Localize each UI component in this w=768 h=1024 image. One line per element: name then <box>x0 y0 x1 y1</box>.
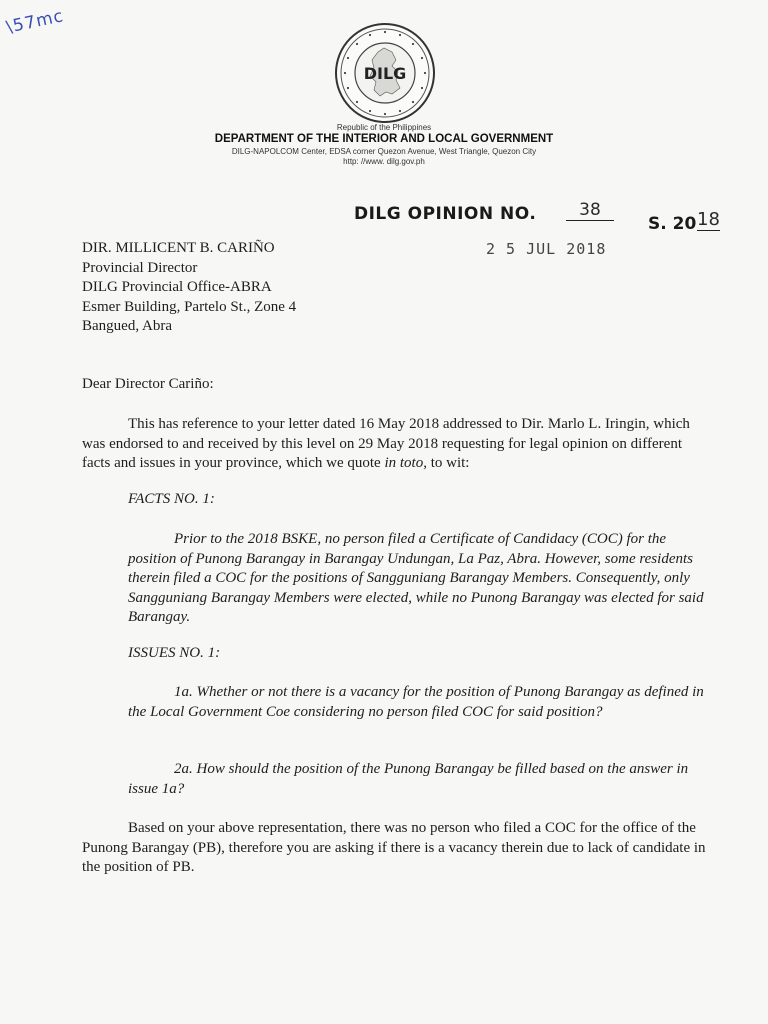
opinion-label: DILG OPINION NO. <box>354 204 537 224</box>
date-stamp: 2 5 JUL 2018 <box>486 240 607 258</box>
issue-2a: 2a. How should the position of the Punong Barangay be filled based on the answer in issue 1a? <box>128 761 689 797</box>
intro-paragraph <box>82 415 712 474</box>
issue-1a: 1a. Whether or not there is a vacancy for the position of Punong Barangay as defined in the Local Government Coe considering no person filed COC for said position? <box>128 684 704 720</box>
series-year: 18 <box>697 209 720 230</box>
facts-paragraph: Prior to the 2018 BSKE, no person filed a Certificate of Candidacy (COC) for the position of Punong Barangay in Barangay Undungan, La Paz, Abra. However, some residents therein filed a COC for the positions of Sangguniang Barangay Members. Consequently, only Sangguniang Barangay Members were elected, while no Punong Barangay was elected for said Barangay. <box>128 531 704 625</box>
department-website: http: //www. dilg.gov.ph <box>343 157 425 166</box>
addressee-street: Esmer Building, Partelo St., Zone 4 <box>82 298 297 315</box>
salutation: Dear Director Cariño: <box>82 376 214 392</box>
intro-text: This has reference to your letter dated 16 May 2018 addressed to Dir. Marlo L. Iringin, which was endorsed to and received by this level on 29 May 2018 requesting for legal opinion on different facts and issues in your province, which we quote <box>82 416 690 471</box>
handwritten-note: \57mc <box>4 6 66 38</box>
final-paragraph: Based on your above representation, there was no person who filed a COC for the office of the Punong Barangay (PB), therefore you are asking if there is a vacancy therein due to lack of candidate in the position of PB. <box>82 820 706 875</box>
opinion-number: 38 <box>566 200 614 221</box>
addressee-block <box>82 239 296 337</box>
dilg-seal-logo <box>334 22 436 124</box>
addressee-office: DILG Provincial Office-ABRA <box>82 279 272 295</box>
republic-line: Republic of the Philippines <box>336 123 432 132</box>
intro-italic: in toto <box>384 455 424 471</box>
series-label: S. 20 <box>648 214 697 234</box>
department-name: DEPARTMENT OF THE INTERIOR AND LOCAL GOVERNMENT <box>214 133 554 145</box>
addressee-title: Provincial Director <box>82 259 198 276</box>
addressee-city: Bangued, Abra <box>82 318 172 334</box>
seal-text: DILG <box>363 64 407 83</box>
department-address: DILG-NAPOLCOM Center, EDSA corner Quezon Avenue, West Triangle, Quezon City <box>231 147 537 156</box>
facts-label: FACTS NO. 1: <box>128 491 215 507</box>
issues-label: ISSUES NO. 1: <box>128 645 221 661</box>
addressee-name: DIR. MILLICENT B. CARIÑO <box>82 240 275 256</box>
intro-text-end: , to wit: <box>423 455 470 471</box>
